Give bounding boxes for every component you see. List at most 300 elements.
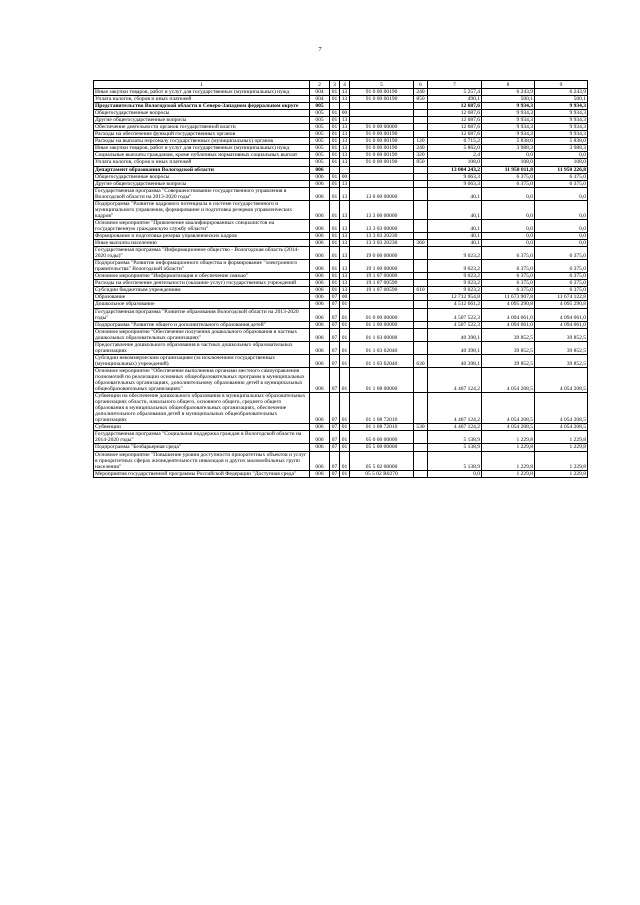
ministry-code-cell: 006 xyxy=(310,367,330,392)
ministry-code-cell: 005 xyxy=(310,131,330,138)
table-row xyxy=(94,273,588,280)
ministry-code-cell: 006 xyxy=(310,294,330,301)
section-code-cell: 07 xyxy=(330,393,340,424)
subsection-code-cell: 01 xyxy=(340,424,350,431)
subsection-code-cell: 13 xyxy=(340,247,350,260)
target-item-code-cell: 19 1 07 00000 xyxy=(350,273,414,280)
row-name-cell: Департамент образования Вологодской области xyxy=(94,166,310,173)
target-item-code-cell: 05 5 00 00000 xyxy=(350,444,414,451)
row-name-cell: Представительство Вологодской области в Северо-Западном федеральном округе xyxy=(94,103,310,110)
section-code-cell: 01 xyxy=(330,159,340,166)
target-item-code-cell: 01 1 08 72010 xyxy=(350,424,414,431)
amount-cell-col8: 0,0 xyxy=(482,152,535,159)
amount-cell-col7: 0,0 xyxy=(428,470,482,477)
expense-type-code-cell: 610 xyxy=(414,287,428,294)
ministry-code-cell: 006 xyxy=(310,354,330,367)
ministry-code-cell: 006 xyxy=(310,341,330,354)
row-name-cell: Другие общегосударственные вопросы xyxy=(94,180,310,187)
amount-cell-col9: 39 852,5 xyxy=(535,354,588,367)
amount-cell-col8: 9 934,3 xyxy=(482,124,535,131)
table-row xyxy=(94,247,588,260)
row-name-cell: Расходы на обеспечение функций государственных органов xyxy=(94,131,310,138)
amount-cell-col7: 12 687,6 xyxy=(428,124,482,131)
target-item-code-cell: 05 5 02 R0270 xyxy=(350,470,414,477)
table-row xyxy=(94,451,588,470)
amount-cell-col8: 6 375,0 xyxy=(482,280,535,287)
target-item-code-cell xyxy=(350,166,414,173)
subsection-code-cell: 13 xyxy=(340,96,350,103)
row-name-cell: Уплата налогов, сборов и иных платежей xyxy=(94,159,310,166)
ministry-code-cell: 005 xyxy=(310,145,330,152)
amount-cell-col9: 11 674 122,8 xyxy=(535,294,588,301)
section-code-cell xyxy=(330,103,340,110)
amount-cell-col9: 3 988,3 xyxy=(535,145,588,152)
target-item-code-cell: 91 0 00 00190 xyxy=(350,159,414,166)
amount-cell-col7: 4 507 522,3 xyxy=(428,308,482,321)
amount-cell-col9: 108,0 xyxy=(535,159,588,166)
subsection-code-cell: 01 xyxy=(340,321,350,328)
table-row xyxy=(94,287,588,294)
section-code-cell: 01 xyxy=(330,240,340,247)
amount-cell-col8: 5 838,0 xyxy=(482,138,535,145)
target-item-code-cell: 01 1 03 62040 xyxy=(350,341,414,354)
target-item-code-cell: 19 0 00 00000 xyxy=(350,247,414,260)
expense-type-code-cell xyxy=(414,294,428,301)
expense-type-code-cell: 320 xyxy=(414,152,428,159)
expense-type-code-cell xyxy=(414,321,428,328)
ministry-code-cell: 006 xyxy=(310,180,330,187)
target-item-code-cell: 19 1 07 00590 xyxy=(350,280,414,287)
expense-type-code-cell xyxy=(414,131,428,138)
table-row xyxy=(94,138,588,145)
row-name-cell: Основное мероприятие "Повышение уровня доступности приоритетных объектов и услуг в приоритетных сферах жизнедеятельности инвалидов и других маломобильных групп населения" xyxy=(94,451,310,470)
section-code-cell: 07 xyxy=(330,424,340,431)
expense-type-code-cell xyxy=(414,260,428,273)
table-row xyxy=(94,96,588,103)
ministry-code-cell: 006 xyxy=(310,444,330,451)
row-name-cell: Другие общегосударственные вопросы xyxy=(94,117,310,124)
ministry-code-cell: 004 xyxy=(310,89,330,96)
subsection-code-cell: 01 xyxy=(340,451,350,470)
section-code-cell xyxy=(330,166,340,173)
table-row xyxy=(94,393,588,424)
row-name-cell: Государственная программа "Информационное общество - Вологодская область (2014-2020 годы)" xyxy=(94,247,310,260)
ministry-code-cell: 006 xyxy=(310,247,330,260)
target-item-code-cell: 91 0 00 00190 xyxy=(350,138,414,145)
row-name-cell: Иные закупки товаров, работ и услуг для государственных (муниципальных) нужд xyxy=(94,145,310,152)
table-row xyxy=(94,328,588,341)
row-name-cell: Субсидии некоммерческим организациям (за исключением государственных (муниципальных) учреждений) xyxy=(94,354,310,367)
ministry-code-cell: 005 xyxy=(310,124,330,131)
expense-type-code-cell: 530 xyxy=(414,424,428,431)
subsection-code-cell: 13 xyxy=(340,280,350,287)
section-code-cell: 07 xyxy=(330,321,340,328)
amount-cell-col9: 39 852,5 xyxy=(535,341,588,354)
amount-cell-col7: 5 862,0 xyxy=(428,145,482,152)
header-cell: 5 xyxy=(350,81,414,89)
ministry-code-cell: 006 xyxy=(310,431,330,444)
amount-cell-col9: 6 243,9 xyxy=(535,89,588,96)
row-name-cell: Социальные выплаты гражданам, кроме публичных нормативных социальных выплат xyxy=(94,152,310,159)
expense-type-code-cell xyxy=(414,187,428,200)
subsection-code-cell: 13 xyxy=(340,159,350,166)
subsection-code-cell: 13 xyxy=(340,131,350,138)
row-name-cell: Подпрограмма "Развитие кадрового потенциала в системе государственного и муниципального управления, формирование и подготовка резервов управленческих кадров" xyxy=(94,200,310,219)
amount-cell-col9: 500,1 xyxy=(535,96,588,103)
amount-cell-col7: 40,1 xyxy=(428,219,482,232)
table-row xyxy=(94,89,588,96)
amount-cell-col8: 6 375,0 xyxy=(482,273,535,280)
budget-table xyxy=(93,80,588,478)
target-item-code-cell xyxy=(350,117,414,124)
subsection-code-cell: 01 xyxy=(340,341,350,354)
expense-type-code-cell xyxy=(414,470,428,477)
target-item-code-cell: 91 0 00 00190 xyxy=(350,145,414,152)
amount-cell-col9: 0,0 xyxy=(535,240,588,247)
expense-type-code-cell xyxy=(414,124,428,131)
expense-type-code-cell: 850 xyxy=(414,159,428,166)
target-item-code-cell: 91 0 00 00190 xyxy=(350,89,414,96)
subsection-code-cell: 01 xyxy=(340,354,350,367)
amount-cell-col8: 39 852,5 xyxy=(482,328,535,341)
amount-cell-col7: 108,0 xyxy=(428,159,482,166)
expense-type-code-cell xyxy=(414,431,428,444)
table-row xyxy=(94,131,588,138)
section-code-cell: 01 xyxy=(330,247,340,260)
amount-cell-col8: 0,0 xyxy=(482,219,535,232)
expense-type-code-cell: 630 xyxy=(414,354,428,367)
row-name-cell: Иные закупки товаров, работ и услуг для государственных (муниципальных) нужд xyxy=(94,89,310,96)
amount-cell-col9: 39 852,5 xyxy=(535,328,588,341)
row-name-cell: Образование xyxy=(94,294,310,301)
page-number: 7 xyxy=(318,46,322,53)
subsection-code-cell: 01 xyxy=(340,444,350,451)
amount-cell-col9: 4 054 208,5 xyxy=(535,367,588,392)
ministry-code-cell: 005 xyxy=(310,110,330,117)
section-code-cell: 01 xyxy=(330,187,340,200)
subsection-code-cell: 01 xyxy=(340,431,350,444)
amount-cell-col9: 0,0 xyxy=(535,187,588,200)
amount-cell-col9: 6 375,0 xyxy=(535,260,588,273)
target-item-code-cell xyxy=(350,173,414,180)
row-name-cell: Уплата налогов, сборов и иных платежей xyxy=(94,96,310,103)
ministry-code-cell: 005 xyxy=(310,159,330,166)
ministry-code-cell: 006 xyxy=(310,328,330,341)
table-row xyxy=(94,470,588,477)
amount-cell-col7: 4 512 661,2 xyxy=(428,301,482,308)
subsection-code-cell: 13 xyxy=(340,260,350,273)
expense-type-code-cell xyxy=(414,247,428,260)
amount-cell-col9: 0,0 xyxy=(535,152,588,159)
ministry-code-cell: 006 xyxy=(310,187,330,200)
amount-cell-col8: 11 673 907,8 xyxy=(482,294,535,301)
row-name-cell: Государственная программа "Социальная поддержка граждан в Вологодской области на 2014-2020 годы" xyxy=(94,431,310,444)
amount-cell-col7: 40,1 xyxy=(428,200,482,219)
subsection-code-cell: 13 xyxy=(340,180,350,187)
section-code-cell: 07 xyxy=(330,444,340,451)
table-row xyxy=(94,166,588,173)
expense-type-code-cell xyxy=(414,328,428,341)
amount-cell-col7: 12 712 954,8 xyxy=(428,294,482,301)
expense-type-code-cell xyxy=(414,367,428,392)
ministry-code-cell: 005 xyxy=(310,117,330,124)
amount-cell-col7: 4 507 522,3 xyxy=(428,321,482,328)
target-item-code-cell xyxy=(350,110,414,117)
amount-cell-col8: 6 375,0 xyxy=(482,173,535,180)
section-code-cell: 01 xyxy=(330,110,340,117)
table-row xyxy=(94,321,588,328)
header-cell: 7 xyxy=(428,81,482,89)
amount-cell-col7: 490,1 xyxy=(428,96,482,103)
amount-cell-col7: 9 063,3 xyxy=(428,180,482,187)
section-code-cell: 07 xyxy=(330,341,340,354)
section-code-cell: 01 xyxy=(330,273,340,280)
target-item-code-cell: 13 3 03 20230 xyxy=(350,232,414,239)
amount-cell-col9: 1 229,8 xyxy=(535,451,588,470)
row-name-cell: Мероприятия государственной программы Российской Федерации "Доступная среда" xyxy=(94,470,310,477)
amount-cell-col8: 39 852,5 xyxy=(482,341,535,354)
amount-cell-col8: 9 934,3 xyxy=(482,117,535,124)
subsection-code-cell: 01 xyxy=(340,393,350,424)
subsection-code-cell: 13 xyxy=(340,187,350,200)
subsection-code-cell: 13 xyxy=(340,200,350,219)
target-item-code-cell: 91 0 00 00190 xyxy=(350,152,414,159)
amount-cell-col9: 4 094 061,0 xyxy=(535,321,588,328)
target-item-code-cell: 01 1 08 72010 xyxy=(350,393,414,424)
amount-cell-col7: 4 467 124,2 xyxy=(428,367,482,392)
target-item-code-cell: 05 5 02 00000 xyxy=(350,451,414,470)
subsection-code-cell: 00 xyxy=(340,173,350,180)
amount-cell-col8: 4 094 061,0 xyxy=(482,321,535,328)
amount-cell-col7: 12 687,6 xyxy=(428,103,482,110)
amount-cell-col9: 6 375,0 xyxy=(535,273,588,280)
table-row xyxy=(94,341,588,354)
amount-cell-col7: 4 467 124,2 xyxy=(428,393,482,424)
table-row xyxy=(94,444,588,451)
expense-type-code-cell xyxy=(414,180,428,187)
ministry-code-cell: 005 xyxy=(310,103,330,110)
target-item-code-cell: 13 3 03 20230 xyxy=(350,240,414,247)
amount-cell-col9: 0,0 xyxy=(535,219,588,232)
subsection-code-cell: 13 xyxy=(340,152,350,159)
section-code-cell: 01 xyxy=(330,200,340,219)
amount-cell-col7: 9 023,2 xyxy=(428,273,482,280)
section-code-cell: 01 xyxy=(330,287,340,294)
ministry-code-cell: 006 xyxy=(310,232,330,239)
amount-cell-col7: 12 687,6 xyxy=(428,110,482,117)
row-name-cell: Расходы на обеспечение деятельности (оказание услуг) государственных учреждений xyxy=(94,280,310,287)
subsection-code-cell: 13 xyxy=(340,145,350,152)
amount-cell-col8: 6 375,0 xyxy=(482,287,535,294)
amount-cell-col9: 6 375,0 xyxy=(535,287,588,294)
amount-cell-col8: 108,0 xyxy=(482,159,535,166)
section-code-cell: 07 xyxy=(330,354,340,367)
amount-cell-col7: 9 023,2 xyxy=(428,260,482,273)
table-row xyxy=(94,173,588,180)
expense-type-code-cell xyxy=(414,103,428,110)
amount-cell-col7: 6 715,2 xyxy=(428,138,482,145)
amount-cell-col9: 1 229,8 xyxy=(535,444,588,451)
amount-cell-col8: 1 229,8 xyxy=(482,431,535,444)
amount-cell-col8: 6 375,0 xyxy=(482,260,535,273)
expense-type-code-cell xyxy=(414,341,428,354)
section-code-cell: 01 xyxy=(330,232,340,239)
row-name-cell: Обеспечение деятельности органов государственной власти xyxy=(94,124,310,131)
header-cell: 8 xyxy=(482,81,535,89)
ministry-code-cell: 006 xyxy=(310,219,330,232)
expense-type-code-cell xyxy=(414,117,428,124)
section-code-cell: 01 xyxy=(330,124,340,131)
target-item-code-cell: 01 0 00 00000 xyxy=(350,308,414,321)
section-code-cell: 01 xyxy=(330,117,340,124)
amount-cell-col7: 12 687,6 xyxy=(428,131,482,138)
table-row xyxy=(94,152,588,159)
amount-cell-col7: 40 398,1 xyxy=(428,354,482,367)
table-header-row xyxy=(94,81,588,89)
amount-cell-col7: 40,1 xyxy=(428,240,482,247)
row-name-cell: Основное мероприятие "Обеспечение выполнения органами местного самоуправления полномочий по реализации основных общеобразовательных программ в муниципальных образовательных организациях, дополнительному образованию детей в муниципальных общеобразовательных организациях" xyxy=(94,367,310,392)
section-code-cell: 07 xyxy=(330,294,340,301)
subsection-code-cell xyxy=(340,103,350,110)
row-name-cell: Формирование и подготовка резерва управленческих кадров xyxy=(94,232,310,239)
amount-cell-col9: 4 095 290,8 xyxy=(535,301,588,308)
amount-cell-col8: 1 229,8 xyxy=(482,444,535,451)
amount-cell-col7: 12 687,6 xyxy=(428,117,482,124)
amount-cell-col7: 5 138,9 xyxy=(428,451,482,470)
target-item-code-cell: 01 1 08 00000 xyxy=(350,367,414,392)
row-name-cell: Иные выплаты населению xyxy=(94,240,310,247)
amount-cell-col9: 9 934,3 xyxy=(535,110,588,117)
amount-cell-col8: 500,1 xyxy=(482,96,535,103)
amount-cell-col9: 4 054 208,5 xyxy=(535,393,588,424)
table-row xyxy=(94,232,588,239)
subsection-code-cell: 13 xyxy=(340,240,350,247)
subsection-code-cell: 13 xyxy=(340,273,350,280)
section-code-cell: 07 xyxy=(330,328,340,341)
row-name-cell: Подпрограмма "Развитие общего и дополнительного образования детей" xyxy=(94,321,310,328)
expense-type-code-cell xyxy=(414,232,428,239)
table-row xyxy=(94,124,588,131)
section-code-cell: 07 xyxy=(330,451,340,470)
table-row xyxy=(94,280,588,287)
expense-type-code-cell xyxy=(414,110,428,117)
section-code-cell: 01 xyxy=(330,138,340,145)
section-code-cell: 07 xyxy=(330,367,340,392)
amount-cell-col8: 4 054 208,5 xyxy=(482,393,535,424)
row-name-cell: Субсидии бюджетным учреждениям xyxy=(94,287,310,294)
expense-type-code-cell: 120 xyxy=(414,138,428,145)
subsection-code-cell: 01 xyxy=(340,308,350,321)
amount-cell-col9: 9 934,3 xyxy=(535,131,588,138)
section-code-cell: 07 xyxy=(330,431,340,444)
table-row xyxy=(94,240,588,247)
header-cell: 2 xyxy=(310,81,330,89)
row-name-cell: Субвенции на обеспечение дошкольного образования в муниципальных образовательных организациях области, начального общего, основного общего, среднего общего образования в муниципальных общеобразовательных организациях, обеспечение дополнительного образования детей в муниципальных общеобразовательных организациях xyxy=(94,393,310,424)
ministry-code-cell: 006 xyxy=(310,424,330,431)
amount-cell-col9: 9 934,3 xyxy=(535,117,588,124)
row-name-cell: Государственная программа "Развитие образования Вологодской области на 2013-2020 годы" xyxy=(94,308,310,321)
amount-cell-col8: 0,0 xyxy=(482,232,535,239)
section-code-cell: 01 xyxy=(330,280,340,287)
table-row xyxy=(94,354,588,367)
ministry-code-cell: 006 xyxy=(310,166,330,173)
section-code-cell: 01 xyxy=(330,96,340,103)
expense-type-code-cell xyxy=(414,301,428,308)
subsection-code-cell: 01 xyxy=(340,301,350,308)
target-item-code-cell: 19 1 07 00590 xyxy=(350,287,414,294)
expense-type-code-cell xyxy=(414,393,428,424)
table-row xyxy=(94,301,588,308)
amount-cell-col8: 6 243,9 xyxy=(482,89,535,96)
subsection-code-cell: 13 xyxy=(340,89,350,96)
section-code-cell: 01 xyxy=(330,145,340,152)
amount-cell-col8: 6 375,0 xyxy=(482,247,535,260)
subsection-code-cell: 13 xyxy=(340,138,350,145)
section-code-cell: 07 xyxy=(330,301,340,308)
ministry-code-cell: 006 xyxy=(310,451,330,470)
expense-type-code-cell xyxy=(414,166,428,173)
amount-cell-col7: 40,1 xyxy=(428,232,482,239)
section-code-cell: 01 xyxy=(330,219,340,232)
section-code-cell: 01 xyxy=(330,131,340,138)
expense-type-code-cell: 360 xyxy=(414,240,428,247)
expense-type-code-cell: 850 xyxy=(414,96,428,103)
header-cell: 3 xyxy=(330,81,340,89)
ministry-code-cell: 006 xyxy=(310,308,330,321)
header-cell: 9 xyxy=(535,81,588,89)
ministry-code-cell: 006 xyxy=(310,301,330,308)
subsection-code-cell: 13 xyxy=(340,287,350,294)
row-name-cell: Общегосударственные вопросы xyxy=(94,110,310,117)
table-row xyxy=(94,145,588,152)
row-name-cell: Основное мероприятие "Привлечение квалифицированных специалистов на государственную гражданскую службу области" xyxy=(94,219,310,232)
amount-cell-col8: 1 229,8 xyxy=(482,451,535,470)
target-item-code-cell: 91 0 00 00190 xyxy=(350,131,414,138)
amount-cell-col8: 4 094 061,0 xyxy=(482,308,535,321)
row-name-cell: Субвенции xyxy=(94,424,310,431)
subsection-code-cell: 01 xyxy=(340,470,350,477)
table-row xyxy=(94,308,588,321)
amount-cell-col9: 4 094 061,0 xyxy=(535,308,588,321)
target-item-code-cell: 01 1 00 00000 xyxy=(350,321,414,328)
row-name-cell: Предоставление дошкольного образования в частных дошкольных образовательных организациях xyxy=(94,341,310,354)
amount-cell-col8: 0,0 xyxy=(482,240,535,247)
row-name-cell: Общегосударственные вопросы xyxy=(94,173,310,180)
target-item-code-cell: 01 1 03 62040 xyxy=(350,354,414,367)
ministry-code-cell: 006 xyxy=(310,240,330,247)
amount-cell-col7: 9 023,2 xyxy=(428,280,482,287)
section-code-cell: 01 xyxy=(330,180,340,187)
target-item-code-cell: 91 0 00 00190 xyxy=(350,96,414,103)
expense-type-code-cell xyxy=(414,200,428,219)
ministry-code-cell: 006 xyxy=(310,287,330,294)
section-code-cell: 01 xyxy=(330,260,340,273)
amount-cell-col7: 2,4 xyxy=(428,152,482,159)
ministry-code-cell: 006 xyxy=(310,321,330,328)
amount-cell-col8: 39 852,5 xyxy=(482,354,535,367)
row-name-cell: Основное мероприятие "Информатизация и обеспечение связью" xyxy=(94,273,310,280)
amount-cell-col9: 6 375,0 xyxy=(535,247,588,260)
subsection-code-cell: 00 xyxy=(340,294,350,301)
amount-cell-col8: 4 054 208,5 xyxy=(482,424,535,431)
table-row xyxy=(94,367,588,392)
target-item-code-cell: 05 0 00 00000 xyxy=(350,431,414,444)
amount-cell-col7: 9 023,2 xyxy=(428,287,482,294)
table-row xyxy=(94,424,588,431)
amount-cell-col7: 13 004 243,2 xyxy=(428,166,482,173)
amount-cell-col9: 0,0 xyxy=(535,200,588,219)
amount-cell-col7: 5 138,9 xyxy=(428,431,482,444)
